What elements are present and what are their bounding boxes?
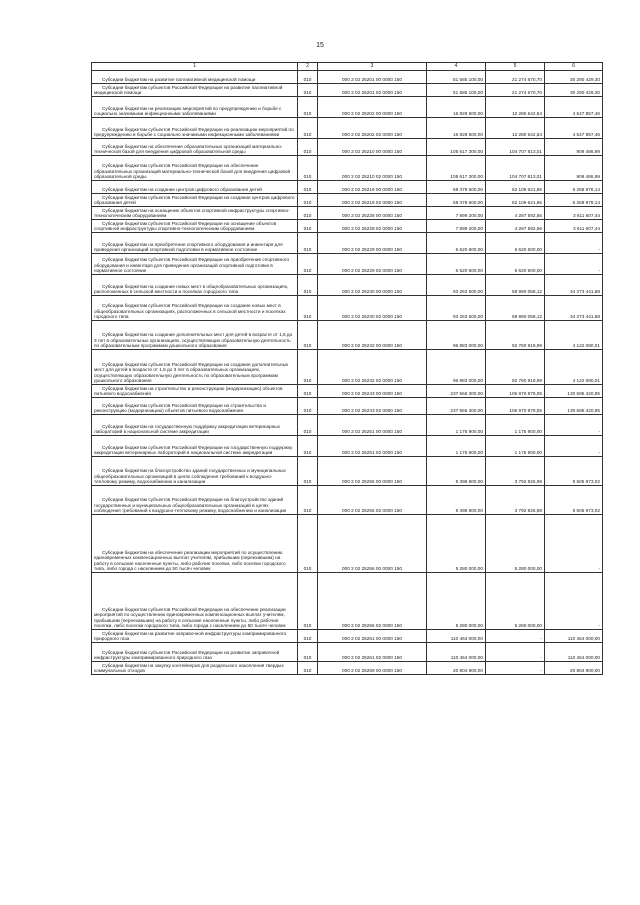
row-name-text: Субсидии бюджетам на оснащение объектов спортивной инфраструктуры спортивно-технологическим оборудованием: [94, 207, 290, 219]
row-name-text: Субсидии бюджетам субъектов Российской Федерации на создание центров цифрового образования детей: [94, 194, 295, 206]
row-name-text: Субсидии бюджетам на создание центров цифрового образования детей: [102, 187, 262, 193]
executed-amount-cell: 3 792 826,98: [486, 486, 545, 515]
table-row: [92, 207, 603, 220]
remainder-amount-cell: 110 464 000,00: [545, 630, 603, 643]
admin-code-cell: 010: [298, 457, 318, 486]
table-row: [92, 457, 603, 486]
executed-amount-cell: 92 760 919,99: [486, 321, 545, 350]
table-row: [92, 97, 603, 118]
table-row: [92, 220, 603, 233]
approved-amount-cell: 5 280 000,00: [427, 515, 486, 573]
remainder-amount-cell: 4 547 857,46: [545, 97, 603, 118]
remainder-amount-cell: 4 122 080,01: [545, 350, 603, 385]
admin-code-cell: 010: [298, 398, 318, 415]
approved-amount-cell: 68 378 600,00: [427, 194, 486, 207]
page-number: 15: [316, 42, 324, 49]
approved-amount-cell: 5 280 000,00: [427, 573, 486, 630]
budget-code-cell: 000 2 02 25251 00 0000 150: [318, 415, 427, 436]
row-name-text: Субсидии бюджетам на приобретение спортивного оборудования и инвентаря для приведения организаций спортивной подготовки в нормативное состояние: [94, 241, 283, 253]
approved-amount-cell: 105 617 300,00: [427, 139, 486, 156]
budget-code-cell: 000 2 02 25228 00 0000 150: [318, 207, 427, 220]
executed-amount-cell: 12 280 642,54: [486, 97, 545, 118]
row-name-text: Субсидии бюджетам субъектов Российской Федерации на благоустройство зданий государственных и муниципальных общеобразовательных организаций в целях соблюдения требований к воздушно-тепловому режиму, водоснабжению и канализации: [94, 497, 287, 514]
table-row: [92, 84, 603, 97]
approved-amount-cell: 105 617 300,00: [427, 156, 486, 181]
remainder-amount-cell: -: [545, 254, 603, 275]
row-name-text: Субсидии бюджетам на обеспечение реализации мероприятий по осуществлению единовременных компенсационных выплат учителям, прибывшим (переехавшим) на работу в сельские населенные пункты, либо рабочие поселки, либо поселки городского типа, либо города с населением до 50 тысяч человек: [94, 549, 286, 572]
row-name-cell: [92, 457, 298, 486]
remainder-amount-cell: 4 122 080,01: [545, 321, 603, 350]
row-name-cell: [92, 156, 298, 181]
admin-code-cell: 010: [298, 156, 318, 181]
budget-code-cell: 000 2 02 25261 02 0000 150: [318, 643, 427, 662]
remainder-amount-cell: 6 268 978,14: [545, 181, 603, 194]
remainder-amount-cell: -: [545, 233, 603, 254]
row-name-cell: [92, 207, 298, 220]
table-row: [92, 630, 603, 643]
row-name-text: Субсидии бюджетам на благоустройство зданий государственных и муниципальных общеобразовательных организаций в целях соблюдения требований к воздушно-тепловому режиму, водоснабжению и канализации: [94, 468, 286, 485]
remainder-amount-cell: -: [545, 436, 603, 457]
row-name-cell: [92, 118, 298, 139]
executed-amount-cell: 3 792 826,98: [486, 457, 545, 486]
table-row: [92, 515, 603, 573]
row-name-cell: [92, 515, 298, 573]
remainder-amount-cell: 909 486,99: [545, 156, 603, 181]
remainder-amount-cell: 20 804 900,00: [545, 662, 603, 675]
row-name-text: Субсидии бюджетам субъектов Российской Федерации на создание новых мест в общеобразовательных организациях, расположенных в сельской местности и поселках городского типа: [94, 303, 286, 320]
remainder-amount-cell: 5 605 973,02: [545, 457, 603, 486]
approved-amount-cell: 1 175 900,00: [427, 415, 486, 436]
approved-amount-cell: 51 585 100,00: [427, 84, 486, 97]
remainder-amount-cell: 110 464 000,00: [545, 643, 603, 662]
executed-amount-cell: 62 109 621,86: [486, 181, 545, 194]
row-name-cell: [92, 71, 298, 84]
admin-code-cell: 010: [298, 84, 318, 97]
executed-amount-cell: -: [486, 662, 545, 675]
approved-amount-cell: 1 175 900,00: [427, 436, 486, 457]
budget-code-cell: 000 2 02 25232 02 0000 150: [318, 350, 427, 385]
admin-code-cell: 010: [298, 71, 318, 84]
admin-code-cell: 010: [298, 207, 318, 220]
row-name-text: Субсидии бюджетам на государственную поддержку аккредитации ветеринарных лабораторий в национальной системе аккредитации: [94, 423, 280, 435]
budget-code-cell: 000 2 02 25202 00 0000 150: [318, 97, 427, 118]
table-row: [92, 233, 603, 254]
row-name-text: Субсидии бюджетам на развитие паллиативной медицинской помощи: [102, 77, 256, 83]
table-row: [92, 486, 603, 515]
budget-code-cell: 000 2 02 25261 00 0000 150: [318, 630, 427, 643]
row-name-text: Субсидии бюджетам субъектов Российской Федерации на строительство и реконструкцию (модернизацию) объектов питьевого водоснабжения: [94, 402, 266, 414]
admin-code-cell: 010: [298, 350, 318, 385]
row-name-text: Субсидии бюджетам субъектов Российской Федерации на государственную поддержку аккредитации ветеринарных лабораторий в национальной системе аккредитации: [94, 444, 293, 456]
remainder-amount-cell: -: [545, 573, 603, 630]
row-name-cell: [92, 643, 298, 662]
approved-amount-cell: 93 263 500,00: [427, 296, 486, 321]
remainder-amount-cell: 34 273 441,88: [545, 296, 603, 321]
executed-amount-cell: 12 280 642,54: [486, 118, 545, 139]
row-name-text: Субсидии бюджетам субъектов Российской Федерации на развитие паллиативной медицинской помощи: [94, 84, 283, 96]
executed-amount-cell: 58 990 058,12: [486, 275, 545, 296]
admin-code-cell: 010: [298, 436, 318, 457]
approved-amount-cell: 110 464 000,00: [427, 643, 486, 662]
remainder-amount-cell: 6 268 978,14: [545, 194, 603, 207]
row-name-text: Субсидии бюджетам субъектов Российской Федерации на оснащение объектов спортивной инфраструктуры спортивно-технологическим оборудованием: [94, 220, 277, 232]
executed-amount-cell: 5 280 000,00: [486, 573, 545, 630]
approved-amount-cell: 68 378 600,00: [427, 181, 486, 194]
admin-code-cell: 010: [298, 321, 318, 350]
table-header-row: [92, 63, 603, 71]
executed-amount-cell: 4 287 592,56: [486, 207, 545, 220]
budget-code-cell: 000 2 02 25232 00 0000 150: [318, 321, 427, 350]
row-name-text: Субсидии бюджетам на закупку контейнеров для раздельного накопления твердых коммунальных отходов: [94, 662, 284, 674]
budget-code-cell: 000 2 02 25210 00 0000 150: [318, 139, 427, 156]
table-row: [92, 321, 603, 350]
admin-code-cell: 010: [298, 662, 318, 675]
admin-code-cell: 010: [298, 233, 318, 254]
approved-amount-cell: 96 883 000,00: [427, 321, 486, 350]
column-header: 2: [298, 63, 318, 71]
approved-amount-cell: 20 804 900,00: [427, 662, 486, 675]
table-row: [92, 643, 603, 662]
remainder-amount-cell: 130 695 420,95: [545, 398, 603, 415]
budget-code-cell: 000 2 02 25256 02 0000 150: [318, 573, 427, 630]
row-name-text: Субсидии бюджетам субъектов Российской Федерации на приобретение спортивного оборудования и инвентаря для приведения организаций спортивной подготовки в нормативное состояние: [94, 257, 290, 274]
table-row: [92, 254, 603, 275]
table-row: [92, 139, 603, 156]
row-name-cell: [92, 350, 298, 385]
row-name-cell: [92, 385, 298, 398]
remainder-amount-cell: 3 611 607,44: [545, 220, 603, 233]
row-name-text: Субсидии бюджетам на создание дополнительных мест для детей в возрасте от 1,5 до 3 лет в образовательных организациях, осуществляющих образовательную деятельность по образовательным программам дошкольного образования: [94, 332, 293, 349]
row-name-cell: [92, 254, 298, 275]
budget-code-cell: 000 2 02 25255 02 0000 150: [318, 486, 427, 515]
row-name-text: Субсидии бюджетам на развитие заправочной инфраструктуры компримированного природного газа: [94, 630, 287, 642]
admin-code-cell: 010: [298, 139, 318, 156]
admin-code-cell: 010: [298, 573, 318, 630]
admin-code-cell: 010: [298, 275, 318, 296]
executed-amount-cell: -: [486, 630, 545, 643]
budget-code-cell: 000 2 02 25243 02 0000 150: [318, 398, 427, 415]
remainder-amount-cell: 130 695 420,95: [545, 385, 603, 398]
budget-code-cell: 000 2 02 25230 02 0000 150: [318, 296, 427, 321]
admin-code-cell: 010: [298, 194, 318, 207]
table-row: [92, 181, 603, 194]
column-header: 3: [318, 63, 427, 71]
table-row: [92, 194, 603, 207]
table-row: [92, 415, 603, 436]
row-name-cell: [92, 296, 298, 321]
admin-code-cell: 010: [298, 630, 318, 643]
admin-code-cell: 010: [298, 643, 318, 662]
admin-code-cell: 010: [298, 181, 318, 194]
remainder-amount-cell: 4 547 857,46: [545, 118, 603, 139]
admin-code-cell: 010: [298, 296, 318, 321]
approved-amount-cell: 93 263 500,00: [427, 275, 486, 296]
table-row: [92, 296, 603, 321]
budget-table: [91, 62, 603, 675]
budget-code-cell: 000 2 02 25255 00 0000 150: [318, 457, 427, 486]
table-row: [92, 662, 603, 675]
approved-amount-cell: 7 899 200,00: [427, 220, 486, 233]
row-name-cell: [92, 194, 298, 207]
approved-amount-cell: 237 666 300,00: [427, 398, 486, 415]
admin-code-cell: 010: [298, 415, 318, 436]
approved-amount-cell: 6 620 600,00: [427, 254, 486, 275]
executed-amount-cell: 1 175 900,00: [486, 415, 545, 436]
row-name-text: Субсидии бюджетам на обеспечение образовательных организаций материально-технической базой для внедрения цифровой образовательной среды: [94, 143, 283, 155]
remainder-amount-cell: -: [545, 415, 603, 436]
table-row: [92, 350, 603, 385]
approved-amount-cell: 237 666 300,00: [427, 385, 486, 398]
row-name-text: Субсидии бюджетам субъектов Российской Федерации на развитие заправочной инфраструктуры компримированного природного газа: [94, 649, 280, 661]
executed-amount-cell: 1 175 900,00: [486, 436, 545, 457]
row-name-cell: [92, 181, 298, 194]
admin-code-cell: 010: [298, 220, 318, 233]
row-name-cell: [92, 436, 298, 457]
row-name-cell: [92, 220, 298, 233]
executed-amount-cell: 4 287 592,56: [486, 220, 545, 233]
table-row: [92, 398, 603, 415]
table-row: [92, 275, 603, 296]
row-name-cell: [92, 84, 298, 97]
table-row: [92, 118, 603, 139]
table-row: [92, 385, 603, 398]
column-header: 6: [545, 63, 603, 71]
budget-code-cell: 000 2 02 25269 00 0000 150: [318, 662, 427, 675]
remainder-amount-cell: 34 273 441,88: [545, 275, 603, 296]
admin-code-cell: 010: [298, 515, 318, 573]
budget-code-cell: 000 2 02 25210 02 0000 150: [318, 156, 427, 181]
approved-amount-cell: 9 398 800,00: [427, 486, 486, 515]
budget-code-cell: 000 2 02 25256 00 0000 150: [318, 515, 427, 573]
approved-amount-cell: 16 828 500,00: [427, 97, 486, 118]
remainder-amount-cell: 909 486,99: [545, 139, 603, 156]
budget-code-cell: 000 2 02 25201 00 0000 150: [318, 71, 427, 84]
budget-code-cell: 000 2 02 25219 00 0000 150: [318, 181, 427, 194]
approved-amount-cell: 7 899 200,00: [427, 207, 486, 220]
row-name-cell: [92, 662, 298, 675]
row-name-cell: [92, 630, 298, 643]
admin-code-cell: 010: [298, 254, 318, 275]
executed-amount-cell: -: [486, 643, 545, 662]
executed-amount-cell: 62 109 621,86: [486, 194, 545, 207]
budget-code-cell: 000 2 02 25202 02 0000 150: [318, 118, 427, 139]
table-row: [92, 156, 603, 181]
executed-amount-cell: 6 620 600,00: [486, 233, 545, 254]
budget-code-cell: 000 2 02 25230 00 0000 150: [318, 275, 427, 296]
remainder-amount-cell: 30 290 429,30: [545, 84, 603, 97]
budget-code-cell: 000 2 02 25201 02 0000 150: [318, 84, 427, 97]
row-name-cell: [92, 415, 298, 436]
column-header: 1: [92, 63, 298, 71]
row-name-cell: [92, 573, 298, 630]
row-name-cell: [92, 398, 298, 415]
approved-amount-cell: 51 585 100,00: [427, 71, 486, 84]
column-header: 4: [427, 63, 486, 71]
budget-code-cell: 000 2 02 25251 02 0000 150: [318, 436, 427, 457]
executed-amount-cell: 6 620 600,00: [486, 254, 545, 275]
executed-amount-cell: 21 274 670,70: [486, 71, 545, 84]
table-row: [92, 573, 603, 630]
executed-amount-cell: 106 970 879,05: [486, 385, 545, 398]
row-name-cell: [92, 321, 298, 350]
approved-amount-cell: 9 398 800,00: [427, 457, 486, 486]
row-name-text: Субсидии бюджетам на создание новых мест в общеобразовательных организациях, расположенных в сельской местности и поселках городского типа: [94, 283, 289, 295]
remainder-amount-cell: 30 290 429,30: [545, 71, 603, 84]
admin-code-cell: 010: [298, 385, 318, 398]
approved-amount-cell: 96 883 000,00: [427, 350, 486, 385]
table-row: [92, 71, 603, 84]
approved-amount-cell: 6 620 600,00: [427, 233, 486, 254]
budget-code-cell: 000 2 02 25219 02 0000 150: [318, 194, 427, 207]
remainder-amount-cell: -: [545, 515, 603, 573]
row-name-cell: [92, 97, 298, 118]
row-name-text: Субсидии бюджетам субъектов Российской Федерации на создание дополнительных мест для детей в возрасте от 1,5 до 3 лет в образовательных организациях, осуществляющих образовательную деятельность по образовательным программам дошкольного образования: [94, 361, 289, 384]
column-header: 5: [486, 63, 545, 71]
admin-code-cell: 010: [298, 118, 318, 139]
admin-code-cell: 010: [298, 486, 318, 515]
budget-code-cell: 000 2 02 25228 02 0000 150: [318, 220, 427, 233]
admin-code-cell: 010: [298, 97, 318, 118]
executed-amount-cell: 21 274 670,70: [486, 84, 545, 97]
approved-amount-cell: 16 828 500,00: [427, 118, 486, 139]
executed-amount-cell: 58 990 058,12: [486, 296, 545, 321]
row-name-text: Субсидии бюджетам субъектов Российской Федерации на реализацию мероприятий по предупреждению и борьбе с социально значимыми инфекционными заболеваниями: [94, 126, 294, 138]
budget-code-cell: 000 2 02 25243 00 0000 150: [318, 385, 427, 398]
row-name-cell: [92, 275, 298, 296]
row-name-text: Субсидии бюджетам на реализацию мероприятий по предупреждению и борьбе с социально значимыми инфекционными заболеваниями: [94, 105, 282, 117]
remainder-amount-cell: 5 605 973,02: [545, 486, 603, 515]
row-name-cell: [92, 233, 298, 254]
row-name-cell: [92, 486, 298, 515]
executed-amount-cell: 106 970 879,05: [486, 398, 545, 415]
executed-amount-cell: 92 760 919,99: [486, 350, 545, 385]
budget-code-cell: 000 2 02 25229 00 0000 150: [318, 233, 427, 254]
executed-amount-cell: 104 707 813,01: [486, 156, 545, 181]
budget-code-cell: 000 2 02 25229 02 0000 150: [318, 254, 427, 275]
table-row: [92, 436, 603, 457]
row-name-text: Субсидии бюджетам субъектов Российской Федерации на обеспечение реализации мероприятий по осуществлению единовременных компенсационных выплат учителям, прибывшим (переехавшим) на работу в сельские населенные пункты, либо рабочие поселки, либо поселки городского типа, либо города с населением до 50 тысяч человек: [94, 606, 286, 629]
executed-amount-cell: 104 707 813,01: [486, 139, 545, 156]
row-name-text: Субсидии бюджетам субъектов Российской Федерации на обеспечение образовательных организаций материально-технической базой для внедрения цифровой образовательной среды: [94, 163, 291, 180]
approved-amount-cell: 110 464 000,00: [427, 630, 486, 643]
row-name-text: Субсидии бюджетам на строительство и реконструкцию (модернизацию) объектов питьевого водоснабжения: [94, 385, 283, 397]
executed-amount-cell: 5 280 000,00: [486, 515, 545, 573]
remainder-amount-cell: 3 611 607,44: [545, 207, 603, 220]
row-name-cell: [92, 139, 298, 156]
